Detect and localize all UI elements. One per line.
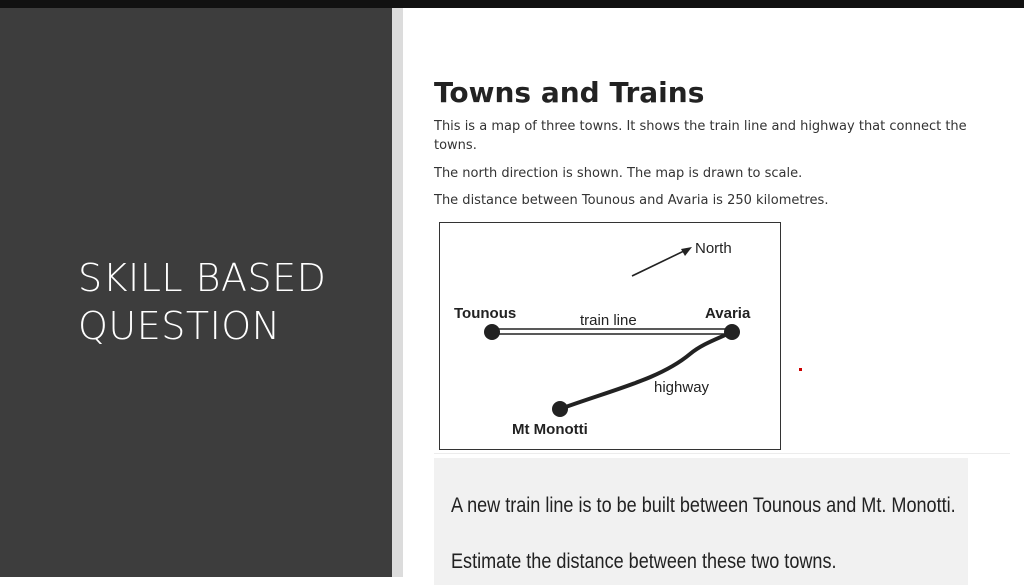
top-bar bbox=[0, 0, 1024, 8]
paragraph-intro: This is a map of three towns. It shows the train line and highway that connect the towns. bbox=[434, 119, 967, 153]
avaria-label: Avaria bbox=[705, 305, 751, 322]
question-line2: Estimate the distance between these two towns. bbox=[451, 550, 837, 573]
paragraph-distance: The distance between Tounous and Avaria is 250 kilometres. bbox=[434, 193, 829, 208]
slide-title bbox=[78, 254, 326, 350]
red-dot-marker bbox=[799, 368, 802, 371]
tounous-marker-icon bbox=[484, 324, 500, 340]
question-box bbox=[434, 458, 968, 585]
tounous-label: Tounous bbox=[454, 305, 517, 322]
mt-monotti-label: Mt Monotti bbox=[512, 421, 588, 438]
separator bbox=[434, 453, 1010, 454]
highway-road bbox=[560, 332, 732, 409]
north-label: North bbox=[695, 240, 732, 257]
document-panel bbox=[403, 8, 1024, 577]
avaria-marker-icon bbox=[724, 324, 740, 340]
north-arrow-icon bbox=[632, 250, 686, 276]
train-line-label: train line bbox=[580, 312, 637, 329]
highway-label: highway bbox=[654, 379, 710, 396]
question-line1: A new train line is to be built between Tounous and Mt. Monotti. bbox=[451, 494, 956, 517]
map-drawing bbox=[440, 223, 780, 449]
document-heading: Towns and Trains bbox=[434, 76, 705, 109]
town-map bbox=[439, 222, 781, 450]
mt-monotti-marker-icon bbox=[552, 401, 568, 417]
paragraph-north: The north direction is shown. The map is drawn to scale. bbox=[434, 166, 803, 181]
slide-title-line2: QUESTION bbox=[78, 304, 281, 348]
north-arrowhead-icon bbox=[681, 247, 692, 256]
slide-title-line1: SKILL BASED bbox=[78, 256, 327, 300]
panel-divider bbox=[392, 8, 403, 577]
